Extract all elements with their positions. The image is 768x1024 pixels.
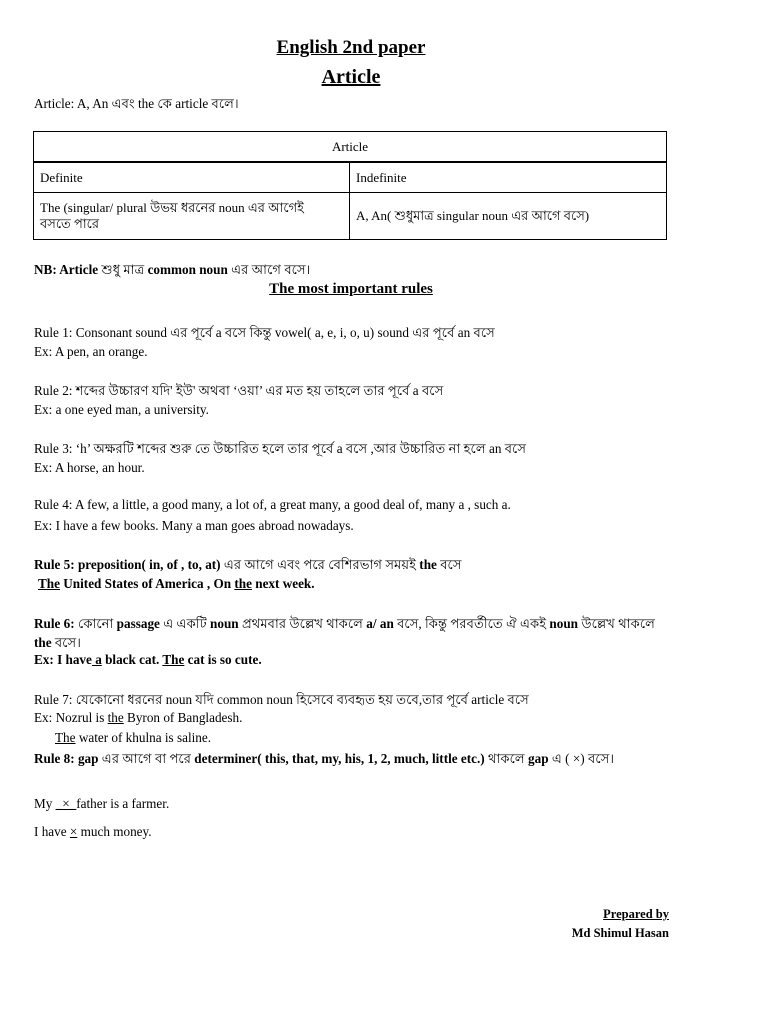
rule5-bold: Rule 5: preposition( in, of , to, at) [34,557,221,572]
rule1-example: Ex: A pen, an orange. [34,344,148,359]
rule7-ex-end: Byron of Bangladesh. [123,710,243,725]
example1-start: My [34,796,56,811]
rule8-t1: এর আগে বা পরে [98,751,195,766]
document-subtitle: Article [321,66,381,88]
nb-bold2: common noun [147,262,228,277]
rule6-t3: প্রথমবার উল্লেখ থাকলে [238,616,367,631]
rule6-t2: এ একটি [159,616,211,631]
rule5-example [38,576,315,592]
table-header: Article [34,132,667,163]
rule6-t5: উল্লেখ থাকলে [578,616,655,631]
example2-gap: × [69,824,78,839]
rule6-text [34,614,655,636]
prepared-by: Prepared by [603,907,669,921]
rule5-ex-the1: The [38,576,60,591]
example2-end: much money. [77,824,152,839]
example2 [34,824,152,840]
rule5-ex-the2: the [234,576,252,591]
rule6-bold4: a/ an [366,616,394,631]
rule7-text: Rule 7: যেকোনো ধরনের noun যদি common noun হিসেবে ব্যবহৃত হয় তবে,তার পূর্বে article বসে [34,692,529,707]
document-title: English 2nd paper [276,37,426,58]
rule6-bold: Rule 6: [34,616,75,631]
example1-gap: _×_ [55,796,77,811]
rule6-t1: কোনো [74,616,117,631]
rule6-ex-the: The [162,652,185,667]
definite-body-line2: বসতে পারে [40,216,100,231]
rule5-t1: এর আগে এবং পরে বেশিরভাগ সময়ই [220,557,420,572]
example1 [34,796,169,812]
rule7-example2 [55,730,211,746]
rule7-ex-start: Ex: Nozrul is [34,710,108,725]
rule8-text [34,749,614,771]
rule5-t2: বসে [436,557,462,572]
indefinite-head: Indefinite [350,162,667,193]
rule2-text: Rule 2: শব্দের উচ্চারণ যদি' ইউ' অথবা ‘ওয়া’ এর মত হয় তাহলে তার পূর্বে a বসে [34,383,444,398]
rule6-t4: বসে, কিন্তু পরবর্তীতে ঐ একই [393,616,550,631]
example1-end: father is a farmer. [76,796,170,811]
author-name: Md Shimul Hasan [571,926,669,940]
nb-line [34,260,310,282]
nb-text1: শুধু মাত্র [98,262,148,277]
rule6-ex-start: Ex: I have [34,652,92,667]
rule5-ex-end: next week. [251,576,315,591]
definite-body [34,193,350,240]
rule7-ex2-end: water of khulna is saline. [75,730,212,745]
rule8-t3: এ ( ×) বসে। [548,751,615,766]
rule5-bold2: the [419,557,437,572]
rule4-text: Rule 4: A few, a little, a good many, a lot of, a great many, a good deal of, many a , such a. [34,497,511,512]
rule5-text [34,555,462,577]
rule6-bold3: noun [210,616,239,631]
rule6-bold5: noun [549,616,579,631]
rule6-ex-mid: black cat. [101,652,163,667]
definite-body-line1: The (singular/ plural উভয় ধরনের noun এর আগেই [40,200,304,215]
rule8-t2: থাকলে [484,751,529,766]
rule8-bold3: gap [528,751,549,766]
rule7-example [34,710,242,726]
nb-bold: NB: Article [34,262,99,277]
rule2-example: Ex: a one eyed man, a university. [34,402,209,417]
rule8-bold2: determiner( this, that, my, his, 1, 2, much, little etc.) [194,751,485,766]
rule7-ex2-the: The [55,730,76,745]
rule3-text: Rule 3: ‘h’ অক্ষরটি শব্দের শুরু তে উচ্চারিত হলে তার পূর্বে a বসে ,আর উচ্চারিত না হলে an বসে [34,441,527,456]
nb-text2: এর আগে বসে। [227,262,311,277]
rule6-example [34,652,262,668]
rule6-ex-a: a [91,652,102,667]
definite-head: Definite [34,162,350,193]
rule8-bold: Rule 8: gap [34,751,99,766]
indefinite-body: A, An( শুধুমাত্র singular noun এর আগে বসে) [350,193,667,240]
rule1-text: Rule 1: Consonant sound এর পূর্বে a বসে কিন্তু vowel( a, e, i, o, u) sound এর পূর্বে an বসে [34,325,495,340]
rule5-ex-mid: United States of America , On [59,576,235,591]
rule7-ex-the: the [107,710,124,725]
important-heading: The most important rules [269,281,433,297]
rule4-example: Ex: I have a few books. Many a man goes abroad nowadays. [34,518,354,533]
intro-line: Article: A, An এবং the কে article বলে। [34,96,239,111]
article-table [33,131,667,240]
rule6-ex-end: cat is so cute. [184,652,262,667]
rule3-example: Ex: A horse, an hour. [34,460,145,475]
rule6-bold2: passage [116,616,160,631]
rule6-line2-text: বসে। [51,635,81,650]
rule6-line2-bold: the [34,635,52,650]
example2-start: I have [34,824,70,839]
